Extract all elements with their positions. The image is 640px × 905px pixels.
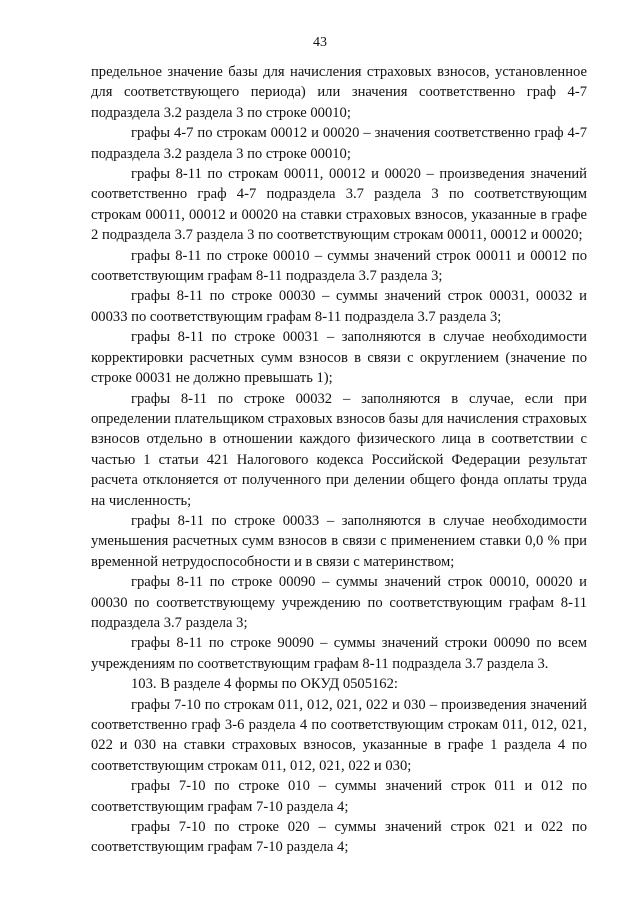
paragraph: графы 7-10 по строке 020 – суммы значений строк 021 и 022 по соответствующим графам 7-10 раздела 4; xyxy=(91,819,587,856)
paragraph: графы 8-11 по строке 00030 – суммы значений строк 00031, 00032 и 00033 по соответствующим графам 8-11 подраздела 3.7 раздела 3; xyxy=(91,288,587,325)
paragraph: графы 7-10 по строке 010 – суммы значений строк 011 и 012 по соответствующим графам 7-10 раздела 4; xyxy=(91,778,587,815)
page-number: 43 xyxy=(313,35,327,50)
paragraph: графы 8-11 по строке 90090 – суммы значений строки 00090 по всем учреждениям по соответствующим графам 8-11 подраздела 3.7 раздела 3. xyxy=(91,635,587,672)
paragraph: графы 8-11 по строкам 00011, 00012 и 00020 – произведения значений соответственно граф 4-7 подраздела 3.7 раздела 3 по соответствующим строкам 00011, 00012 и 00020 на ставки страховых взносов, указанные в графе 2 подраздела 3.7 раздела 3 по соответствующим строкам 00011, 00012 и 00020; xyxy=(91,166,587,244)
paragraph: графы 7-10 по строкам 011, 012, 021, 022 и 030 – произведения значений соответственно граф 3-6 раздела 4 по соответствующим строкам 011, 012, 021, 022 и 030 на ставки страховых взносов, указанные в графе 1 раздела 4 по соответствующим строкам 011, 012, 021, 022 и 030; xyxy=(91,696,587,774)
paragraph: графы 8-11 по строке 00032 – заполняются в случае, если при определении плательщиком страховых взносов базы для начисления страховых взносов отдельно в отношении каждого физического лица в соответствии с частью 1 статьи 421 Налогового кодекса Российской Федерации результат расчета отклоняется от полученного при делении общего фонда оплаты труда на численность; xyxy=(91,390,587,509)
paragraph: графы 8-11 по строке 00033 – заполняются в случае необходимости уменьшения расчетных сумм взносов в связи с применением ставки 0,0 % при временной нетрудоспособности и в связи с материнством; xyxy=(91,512,587,570)
section-heading: 103. В разделе 4 формы по ОКУД 0505162: xyxy=(131,676,398,693)
paragraph: предельное значение базы для начисления страховых взносов, установленное для соответствующего периода) или значения соответственно граф 4-7 подраздела 3.2 раздела 3 по строке 00010; xyxy=(91,64,587,121)
document-body xyxy=(91,62,587,858)
paragraph: графы 8-11 по строке 00010 – суммы значений строк 00011 и 00012 по соответствующим графам 8-11 подраздела 3.7 раздела 3; xyxy=(91,247,587,285)
paragraph: графы 8-11 по строке 00031 – заполняются в случае необходимости корректировки расчетных сумм взносов в связи с округлением (значение по строке 00031 не должно превышать 1); xyxy=(91,329,587,387)
paragraph: графы 8-11 по строке 00090 – суммы значений строк 00010, 00020 и 00030 по соответствующему учреждению по соответствующим графам 8-11 подраздела 3.7 раздела 3; xyxy=(91,574,587,631)
paragraph: графы 4-7 по строкам 00012 и 00020 – значения соответственно граф 4-7 подраздела 3.2 раздела 3 по строке 00010; xyxy=(91,125,587,162)
